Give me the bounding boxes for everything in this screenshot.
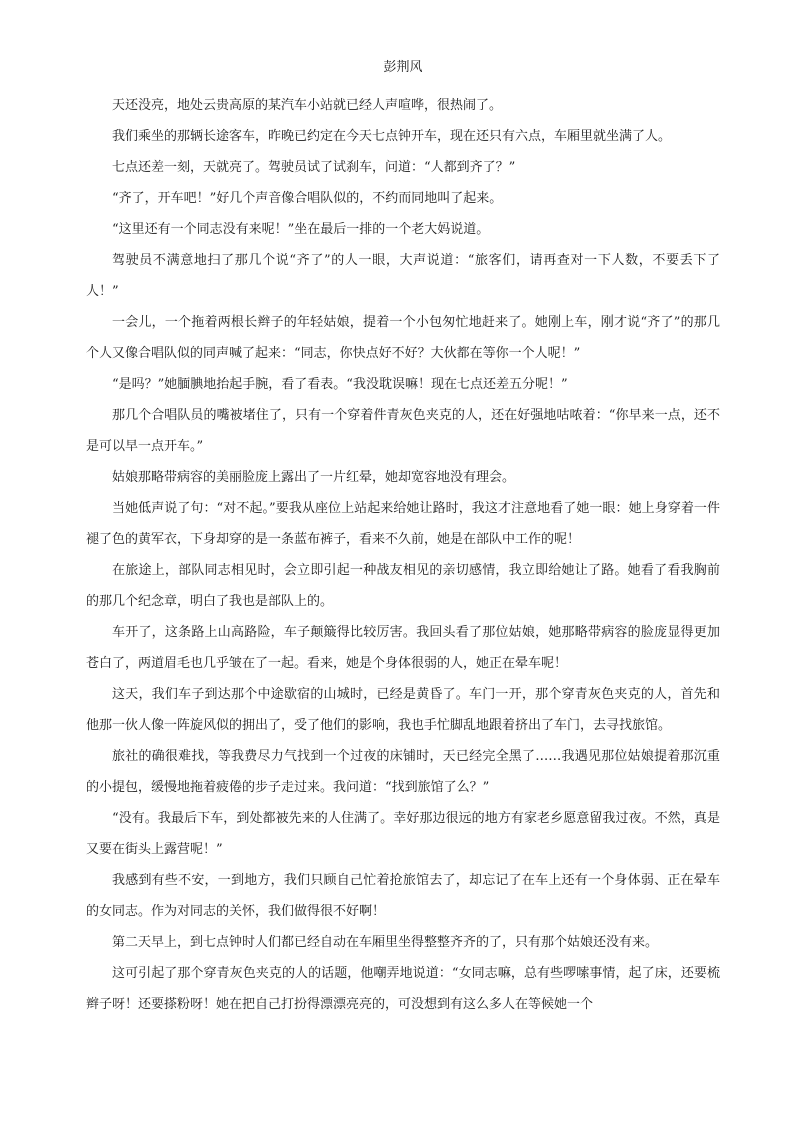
paragraph-9: 那几个合唱队员的嘴被堵住了，只有一个穿着件青灰色夹克的人，还在好强地咕哝着：“你早来一点，还不是可以早一点开车。” [86, 408, 720, 454]
paragraph-11: 当她低声说了句：“对不起。”要我从座位上站起来给她让路时，我这才注意地看了她一眼：她上身穿着一件褪了色的黄军衣，下身却穿的是一条蓝布裤子，看来不久前，她是在部队中工作的呢！ [86, 501, 720, 547]
paragraph-4: “齐了，开车吧！”好几个声音像合唱队似的，不约而同地叫了起来。 [112, 191, 503, 206]
paragraph-19: 这可引起了那个穿青灰色夹克的人的话题，他嘲弄地说道：“女同志嘛，总有些啰嗦事情，起了床，还要梳辫子呀！还要搽粉呀！她在把自己打扮得漂漂亮亮的，可没想到有这么多人在等候她一个 [86, 966, 720, 1012]
paragraph-1: 天还没亮，地处云贵高原的某汽车小站就已经人声喧哗，很热闹了。 [112, 98, 503, 113]
paragraph-12: 在旅途上，部队同志相见时，会立即引起一种战友相见的亲切感情，我立即给她让了路。她看了看我胸前的那几个纪念章，明白了我也是部队上的。 [86, 563, 720, 609]
document-page [86, 58, 720, 1020]
paragraph-2: 我们乘坐的那辆长途客车，昨晚已约定在今天七点钟开车，现在还只有六点，车厢里就坐满了人。 [112, 129, 672, 144]
author-name: 彭荆风 [383, 60, 423, 75]
paragraph-3: 七点还差一刻，天就亮了。驾驶员试了试刹车，问道：“人都到齐了？” [112, 160, 516, 175]
paragraph-7: 一会儿，一个拖着两根长辫子的年轻姑娘，提着一个小包匆忙地赶来了。她刚上车，刚才说“齐了”的那几个人又像合唱队似的同声喊了起来：“同志，你快点好不好？大伙都在等你一个人呢！” [86, 315, 720, 361]
paragraph-13: 车开了，这条路上山高路险，车子颠簸得比较厉害。我回头看了那位姑娘，她那略带病容的脸庞显得更加苍白了，两道眉毛也几乎皱在了一起。看来，她是个身体很弱的人，她正在晕车呢！ [86, 625, 720, 671]
article-body [86, 90, 720, 1020]
paragraph-8: “是吗？”她腼腆地抬起手腕，看了看表。“我没耽误嘛！现在七点还差五分呢！” [112, 377, 568, 392]
paragraph-16: “没有。我最后下车，到处都被先来的人住满了。幸好那边很远的地方有家老乡愿意留我过夜。不然，真是又要在街头上露营呢！” [86, 811, 720, 857]
paragraph-15: 旅社的确很难找，等我费尽力气找到一个过夜的床铺时，天已经完全黑了……我遇见那位姑娘提着那沉重的小提包，缓慢地拖着疲倦的步子走过来。我问道：“找到旅馆了么？” [86, 749, 720, 795]
paragraph-14: 这天，我们车子到达那个中途歇宿的山城时，已经是黄昏了。车门一开，那个穿青灰色夹克的人，首先和他那一伙人像一阵旋风似的拥出了，受了他们的影响，我也手忙脚乱地跟着挤出了车门，去寻找旅馆。 [86, 687, 720, 733]
paragraph-6: 驾驶员不满意地扫了那几个说“齐了”的人一眼，大声说道：“旅客们，请再查对一下人数，不要丢下了人！” [86, 253, 720, 299]
paragraph-10: 姑娘那略带病容的美丽脸庞上露出了一片红晕，她却宽容地没有理会。 [112, 470, 516, 485]
paragraph-18: 第二天早上，到七点钟时人们都已经自动在车厢里坐得整整齐齐的了，只有那个姑娘还没有来。 [112, 935, 659, 950]
paragraph-17: 我感到有些不安，一到地方，我们只顾自己忙着抢旅馆去了，却忘记了在车上还有一个身体弱、正在晕车的女同志。作为对同志的关怀，我们做得很不好啊！ [86, 873, 720, 919]
paragraph-5: “这里还有一个同志没有来呢！”坐在最后一排的一个老大妈说道。 [112, 222, 490, 237]
